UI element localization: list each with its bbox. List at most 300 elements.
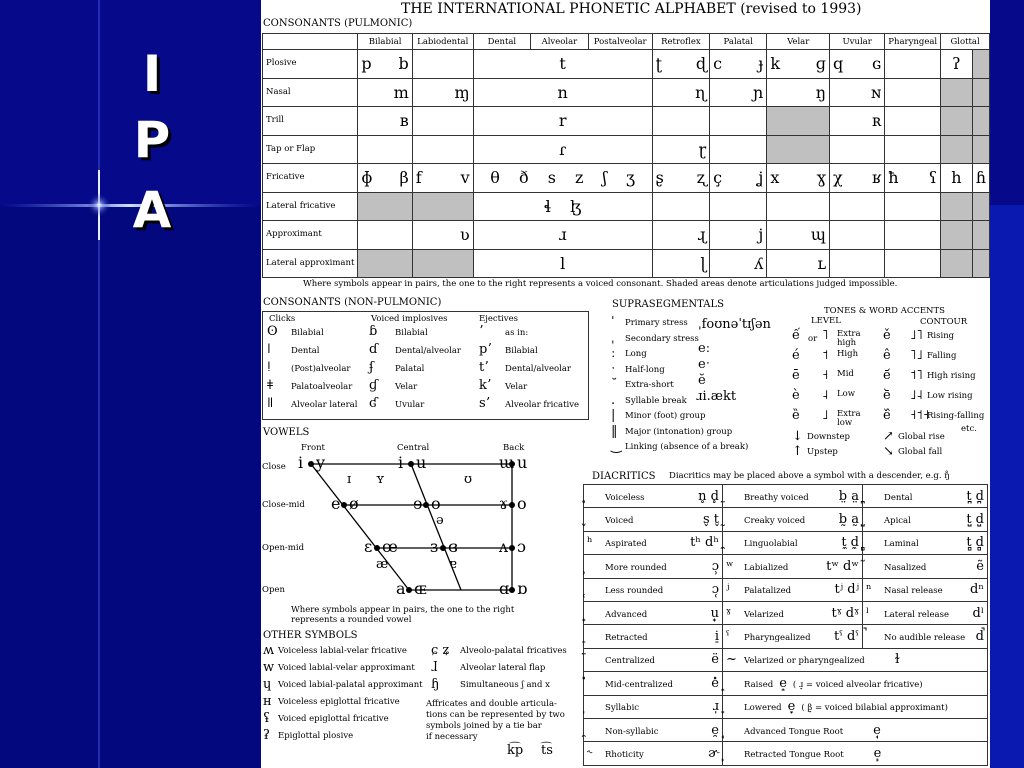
diacritic-label: Voiceless	[605, 492, 645, 503]
diacritic-cell	[863, 601, 988, 624]
diacritic-example: i̠	[714, 629, 719, 645]
diacritic-example: dˡ	[972, 605, 984, 621]
diacritic-example: b̤ a̤	[838, 488, 859, 504]
pulmonic-symbol-voiceless: q	[833, 54, 844, 74]
nonpulmonic-heading: CONSONANTS (NON-PULMONIC)	[263, 297, 442, 308]
pulmonic-cell	[652, 50, 710, 79]
other-label: Epiglottal plosive	[278, 731, 354, 741]
pulmonic-row-label: Lateral approximant	[263, 249, 358, 278]
diacritic-cell	[584, 695, 723, 718]
supra-symbol: ‿	[611, 439, 622, 454]
diacritic-label: Lowered	[744, 703, 782, 714]
vowel-unrounded: e	[331, 494, 341, 513]
diacritic-mark	[587, 723, 605, 738]
pulmonic-symbol-voiced: ŋ	[815, 82, 827, 102]
tone-level-label: Extra high	[837, 329, 861, 348]
diacritic-cell	[723, 672, 988, 695]
tie-bar-example: k͡p	[507, 743, 524, 758]
diacritic-label: Apical	[884, 516, 911, 527]
pulmonic-cell	[767, 164, 830, 193]
diacritic-label: More rounded	[605, 562, 667, 573]
vowel-rounded: u	[517, 453, 528, 472]
diacritic-cell	[723, 742, 988, 765]
pulmonic-column-header: Retroflex	[652, 34, 710, 50]
pulmonic-cell	[972, 221, 989, 250]
vowel-row-label: Open	[262, 585, 285, 595]
supra-label: Primary stress	[625, 318, 688, 328]
vowel-rounded: ɒ	[517, 579, 528, 598]
vowel-rounded: o	[517, 494, 527, 513]
vowel-row-label: Close-mid	[262, 500, 305, 510]
diacritic-cell	[723, 485, 863, 508]
diacritic-example: tʲ dʲ	[834, 582, 859, 598]
diacritic-cell	[584, 648, 723, 671]
diacritic-cell	[723, 648, 988, 671]
diacritic-mark	[726, 699, 744, 714]
pulmonic-column-header: Velar	[767, 34, 830, 50]
diacritic-example: tˠ dˠ	[831, 605, 859, 621]
pulmonic-symbol-voiced: ɳ	[695, 82, 707, 102]
pulmonic-symbol-voiced: ɽ	[698, 139, 707, 159]
pulmonic-symbol-voiced: ɲ	[753, 82, 764, 102]
pulmonic-symbol-voiced: ʕ	[928, 168, 938, 188]
pulmonic-row-label: Nasal	[263, 78, 358, 107]
pulmonic-cell	[885, 50, 941, 79]
tone-contour-label: Falling	[927, 351, 957, 361]
nonpulmonic-column-heading: Voiced implosives	[371, 314, 448, 324]
diacritic-cell	[863, 531, 988, 554]
diacritic-example: e̝	[779, 675, 787, 691]
pulmonic-symbol-voiced: β	[399, 168, 409, 188]
pulmonic-cell	[972, 249, 989, 278]
pulmonic-symbol-voiced: ɟ	[758, 54, 764, 74]
vowel-rounded: y	[316, 453, 326, 472]
diacritic-label: Labialized	[744, 562, 789, 573]
supra-symbol: ˈ	[611, 315, 615, 330]
implosive-symbol: ɓ	[369, 324, 378, 339]
tone-contour-letter: ˦˥	[910, 368, 923, 383]
tone-level-label: Low	[837, 389, 856, 399]
pulmonic-cell	[652, 249, 710, 278]
diacritic-example: u̟	[710, 605, 719, 621]
vowel-rounded: ɶ	[414, 579, 427, 598]
pulmonic-cell	[652, 135, 710, 164]
supra-label: Major (intonation) group	[625, 426, 733, 437]
pulmonic-cell	[941, 50, 973, 79]
supra-label: Long	[625, 349, 647, 359]
pulmonic-symbol-voiced: n	[557, 82, 568, 102]
pulmonic-symbol-voiced: ɖ	[695, 54, 707, 74]
pulmonic-note: Where symbols appear in pairs, the one to the right represents a voiced consonant. Shaded areas denote articulations judged impossible.	[303, 279, 898, 289]
click-symbol: ǀ	[267, 342, 271, 357]
pulmonic-symbol-voiced: ʐ	[696, 168, 707, 188]
diacritic-example: e̘	[873, 722, 881, 738]
diacritic-mark	[587, 699, 605, 714]
diacritic-cell	[723, 578, 863, 601]
vowel-column-label: Back	[503, 443, 525, 453]
pulmonic-symbol-voiced: m	[393, 82, 409, 102]
tone-contour-label: High rising	[927, 371, 976, 381]
diacritics-subheading: Diacritics may be placed above a symbol with a descender, e.g. ŋ̊	[669, 471, 950, 481]
supra-label: Secondary stress	[625, 333, 699, 344]
pulmonic-symbol-voiceless: ʈ	[655, 54, 663, 74]
ejective-symbol: sʼ	[479, 396, 490, 411]
diacritic-mark: ~	[726, 652, 737, 668]
vowel-single: æ	[376, 557, 389, 572]
diacritic-example: t̪ d̪	[966, 488, 984, 504]
click-label: Bilabial	[291, 328, 324, 338]
supra-label: Linking (absence of a break)	[625, 442, 749, 452]
pulmonic-cell	[941, 192, 973, 221]
vowel-single: ə	[436, 513, 444, 528]
supra-symbol: .	[611, 392, 616, 408]
supra-example: eˑ	[698, 357, 711, 372]
diacritic-label: Nasal release	[884, 586, 943, 597]
click-label: Alveolar lateral	[291, 400, 358, 410]
pulmonic-symbol-voiced: ʙ	[399, 111, 409, 131]
pulmonic-symbol-voiceless: ɬ ɮ	[543, 196, 582, 216]
tone-level-letter: ˥	[822, 328, 829, 343]
diacritic-example: ẽ	[976, 558, 984, 574]
other-label: Alveolo-palatal fricatives	[460, 646, 567, 656]
diacritic-mark	[726, 723, 744, 738]
pulmonic-row-label: Approximant	[263, 221, 358, 250]
diacritic-example: ɔ̜	[711, 582, 719, 598]
pulmonic-symbol-voiced: ɾ	[559, 139, 567, 159]
other-label: Voiceless labial-velar fricative	[278, 646, 407, 656]
tone-level-letter: ˦	[822, 348, 829, 363]
pulmonic-cell	[885, 107, 941, 136]
diacritic-cell	[863, 625, 988, 648]
diacritic-cell	[584, 578, 723, 601]
pulmonic-heading: CONSONANTS (PULMONIC)	[263, 18, 413, 29]
diacritic-example: t̺ d̺	[966, 512, 984, 528]
diacritic-cell	[584, 742, 723, 765]
vowel-unrounded: i	[298, 453, 304, 472]
pulmonic-cell	[972, 192, 989, 221]
vowel-rounded: ɔ	[517, 537, 526, 556]
diacritic-example: n̥ d̥	[698, 488, 719, 504]
implosive-symbol: ɠ	[369, 378, 378, 393]
pulmonic-cell	[972, 107, 989, 136]
implosive-label: Bilabial	[395, 328, 428, 338]
pulmonic-cell	[941, 107, 973, 136]
supra-symbol: ː	[611, 346, 616, 361]
diacritic-mark	[866, 489, 884, 504]
pulmonic-symbol-voiced: ɻ	[697, 225, 707, 245]
other-label: Alveolar lateral flap	[460, 663, 546, 673]
tone-level-symbol: è	[792, 388, 800, 403]
tone-contour-symbol: ě	[883, 328, 891, 343]
diacritic-cell	[723, 555, 863, 578]
pulmonic-symbol-voiced: l	[560, 253, 566, 273]
vowel-column-label: Central	[397, 443, 430, 453]
slide-letter-a: A	[132, 181, 172, 239]
diacritic-label: Aspirated	[605, 539, 647, 550]
tone-level-label: High	[837, 349, 859, 359]
supra-example: ˌfoʊnəˈtɪʃən	[698, 317, 771, 332]
pulmonic-cell	[767, 221, 830, 250]
diacritic-mark	[866, 535, 884, 550]
diacritic-mark: ˠ	[726, 605, 731, 621]
supra-label: Syllable break	[625, 395, 687, 406]
supra-heading: SUPRASEGMENTALS	[612, 299, 725, 310]
tone-level-label: Extra low	[837, 409, 861, 428]
pulmonic-symbol-voiced: ʝ	[757, 168, 764, 188]
vowel-column-label: Front	[301, 443, 325, 453]
diacritic-row	[584, 695, 988, 718]
diacritics-heading: DIACRITICS	[592, 471, 656, 482]
tone-arrow-symbol: ↑	[792, 444, 803, 459]
vowel-unrounded: ɨ	[398, 453, 404, 472]
vowel-single: ɐ	[449, 557, 457, 572]
other-note-line: tions can be represented by two	[426, 710, 565, 720]
diacritic-mark: ˤ	[726, 629, 730, 645]
diacritic-mark: ˡ	[866, 605, 870, 621]
pulmonic-cell	[830, 221, 885, 250]
ejective-label: Bilabial	[505, 346, 538, 356]
diacritic-cell	[584, 531, 723, 554]
diacritic-row	[584, 578, 988, 601]
pulmonic-cell	[652, 78, 710, 107]
ejective-label: Dental/alveolar	[505, 364, 571, 374]
tone-contour-symbol: e᷅	[883, 388, 891, 403]
diacritic-label: Less rounded	[605, 586, 664, 597]
implosive-label: Velar	[395, 382, 418, 392]
tone-level-label: Mid	[837, 369, 854, 379]
tone-contour-letter: ˧˦˧	[910, 408, 930, 423]
vowel-unrounded: a	[396, 579, 406, 598]
diacritic-cell	[863, 555, 988, 578]
other-note-line: if necessary	[426, 732, 478, 742]
pulmonic-cell	[710, 135, 767, 164]
ipa-chart-sheet	[261, 0, 990, 768]
diacritic-cell	[584, 625, 723, 648]
other-label: Voiced labial-velar approximant	[278, 663, 415, 673]
tone-contour-letter: ˩˨	[910, 388, 923, 403]
click-symbol: ǁ	[267, 396, 274, 411]
other-label: Simultaneous ʃ and x	[460, 680, 550, 690]
pulmonic-cell	[830, 135, 885, 164]
diacritic-example: dⁿ	[970, 582, 984, 598]
diacritic-label: Centralized	[605, 656, 655, 667]
other-note-line: symbols joined by a tie bar	[426, 721, 542, 731]
diacritic-label: Retracted Tongue Root	[744, 749, 844, 760]
pulmonic-cell	[941, 78, 973, 107]
nonpulmonic-column-heading: Clicks	[269, 314, 296, 324]
diacritic-mark	[587, 629, 605, 644]
diacritic-cell	[584, 485, 723, 508]
supra-example: ĕ	[698, 373, 706, 388]
ejective-label: Velar	[505, 382, 528, 392]
other-symbol: ɺ	[431, 660, 438, 675]
pulmonic-symbol-voiced: ʀ	[871, 111, 882, 131]
pulmonic-cell	[767, 249, 830, 278]
other-symbol: ʢ	[263, 711, 270, 726]
diacritic-example: t̻ d̻	[966, 535, 984, 551]
diacritic-label: Laminal	[884, 539, 919, 550]
diacritic-example: d̚	[975, 629, 984, 645]
diacritics-table	[583, 484, 988, 766]
pulmonic-symbol-voiceless: ʔ	[952, 54, 961, 74]
vowel-single: ɪ	[347, 472, 352, 487]
pulmonic-cell	[830, 78, 885, 107]
tone-contour-label: Rising	[927, 331, 955, 341]
pulmonic-symbol-voiced: ʎ	[754, 253, 764, 273]
vowel-note: Where symbols appear in pairs, the one to the right represents a rounded vowel	[291, 605, 515, 625]
implosive-label: Palatal	[395, 364, 425, 374]
pulmonic-symbol-voiceless: ç	[713, 168, 723, 188]
diacritic-cell	[584, 601, 723, 624]
diacritic-cell	[723, 508, 863, 531]
diacritic-label: Creaky voiced	[744, 516, 806, 527]
pulmonic-cell	[830, 50, 885, 79]
diacritic-label: Pharyngealized	[744, 633, 811, 644]
pulmonic-cell	[830, 249, 885, 278]
diacritic-cell	[584, 508, 723, 531]
diacritic-example: s̬ t̬	[702, 512, 719, 528]
ejective-symbol: kʼ	[479, 378, 492, 393]
tones-level-heading: LEVEL	[811, 316, 841, 326]
diacritic-row	[584, 742, 988, 765]
pulmonic-cell	[710, 192, 767, 221]
pulmonic-symbol-voiced: j	[758, 225, 764, 245]
diacritic-mark	[587, 676, 605, 691]
diacritic-label: Lateral release	[884, 609, 950, 620]
pulmonic-column-header: Bilabial	[358, 34, 412, 50]
vowel-rounded: ɞ	[448, 537, 458, 556]
diacritic-example: ɫ	[894, 652, 900, 668]
diacritic-example: ë	[711, 652, 719, 668]
click-label: (Post)alveolar	[291, 364, 351, 374]
diacritic-cell	[863, 508, 988, 531]
diacritic-cell	[584, 718, 723, 741]
tone-level-symbol: ế	[792, 328, 800, 343]
ejective-symbol: tʼ	[479, 360, 489, 375]
diacritic-row	[584, 508, 988, 531]
click-label: Dental	[291, 346, 320, 356]
pulmonic-cell	[767, 192, 830, 221]
ejective-label: Alveolar fricative	[505, 400, 580, 410]
tone-arrow-symbol: ↓	[792, 429, 803, 444]
pulmonic-cell	[941, 249, 973, 278]
tone-arrow-symbol: ↗	[883, 429, 894, 444]
pulmonic-symbol-voiceless: t	[559, 54, 566, 74]
tone-contour-letter: ˩˥	[910, 328, 923, 343]
other-note-line: Affricates and double articula-	[426, 699, 557, 709]
ejective-label: as in:	[505, 328, 529, 338]
pulmonic-symbol-voiced: ʟ	[817, 253, 827, 273]
diacritic-label: Retracted	[605, 633, 648, 644]
tones-heading: TONES & WORD ACCENTS	[824, 306, 945, 316]
other-symbol: ʡ	[263, 728, 270, 743]
diacritic-label: Nasalized	[884, 562, 927, 573]
diacritic-label: Voiced	[605, 516, 634, 527]
other-symbol: w	[263, 660, 275, 675]
pulmonic-symbol-voiced: ɦ	[975, 168, 986, 188]
diacritic-label: Palatalized	[744, 586, 792, 597]
diacritic-label: Velarized	[744, 609, 784, 620]
diacritic-label: Linguolabial	[744, 539, 798, 550]
vowel-single: ʊ	[464, 472, 473, 487]
other-symbol: ɕ ʑ	[431, 643, 450, 658]
pulmonic-cell	[767, 107, 830, 136]
tones-etc: etc.	[961, 424, 977, 434]
vowel-row-label: Close	[262, 462, 286, 472]
diacritic-mark	[726, 489, 744, 504]
other-symbol: ɧ	[431, 677, 440, 692]
vowel-unrounded: ɑ	[499, 579, 510, 598]
diacritic-example: ɚ	[708, 745, 719, 761]
diacritic-cell	[723, 718, 988, 741]
pulmonic-cell	[710, 221, 767, 250]
slide-letter-p: P	[133, 111, 171, 169]
pulmonic-symbol-voiced: r	[558, 111, 567, 131]
diacritic-example: t̼ d̼	[841, 535, 859, 551]
pulmonic-row-label: Fricative	[263, 164, 358, 193]
other-symbol: ʍ	[263, 643, 275, 658]
pulmonic-symbol-voiced: b	[398, 54, 409, 74]
tie-bar-example: t͡s	[541, 743, 553, 758]
supra-symbol: ‖	[611, 423, 618, 439]
pulmonic-cell	[941, 135, 973, 164]
diacritic-example: tˤ dˤ	[834, 629, 859, 645]
vowel-unrounded: ɛ	[364, 537, 373, 556]
ejective-symbol: pʼ	[479, 342, 492, 357]
tone-level-letter: ˨	[822, 388, 829, 403]
pulmonic-symbol-voiced: ɹ	[558, 225, 567, 245]
pulmonic-cell	[830, 107, 885, 136]
pulmonic-cell	[710, 78, 767, 107]
tone-contour-symbol: e᷈	[883, 408, 891, 423]
supra-label: Minor (foot) group	[625, 411, 706, 421]
pulmonic-symbol-voiceless: ʂ	[655, 168, 664, 188]
diacritic-mark: ʷ	[726, 558, 734, 574]
implosive-label: Uvular	[395, 400, 425, 410]
pulmonic-cell	[652, 192, 710, 221]
diacritic-cell	[723, 695, 988, 718]
tone-contour-label: Low rising	[927, 391, 973, 401]
pulmonic-symbol-voiceless: ɸ	[361, 168, 373, 188]
supra-symbol: ˑ	[611, 361, 616, 377]
diacritic-example: tʰ dʰ	[690, 535, 719, 551]
tone-contour-symbol: ê	[883, 348, 891, 363]
vowel-unrounded: ɤ	[499, 494, 509, 513]
vowel-unrounded: ɜ	[430, 537, 439, 556]
diacritic-mark	[587, 606, 605, 621]
vowel-unrounded: ɯ	[499, 453, 515, 472]
diacritic-mark	[587, 582, 605, 597]
pulmonic-symbol-voiceless: ħ	[888, 168, 899, 188]
pulmonic-symbol-voiced: ɭ	[700, 253, 707, 273]
pulmonic-symbol-voiceless: θ ð s z ʃ ʒ	[490, 168, 635, 188]
pulmonic-cell	[972, 50, 989, 79]
pulmonic-cell	[941, 164, 973, 193]
implosive-label: Dental/alveolar	[395, 346, 461, 356]
diacritic-example: e̽	[711, 675, 719, 691]
other-label: Voiceless epiglottal fricative	[278, 697, 400, 707]
pulmonic-symbol-voiceless: x	[770, 168, 780, 188]
pulmonic-cell	[972, 164, 989, 193]
pulmonic-symbol-voiced: ɰ	[810, 225, 827, 245]
supra-symbol: ˘	[611, 377, 618, 392]
diacritic-row	[584, 485, 988, 508]
pulmonic-cell	[652, 221, 710, 250]
tone-contour-symbol: e᷄	[883, 368, 891, 383]
pulmonic-cell	[941, 221, 973, 250]
pulmonic-symbol-voiceless: χ	[833, 168, 843, 188]
pulmonic-symbol-voiceless: k	[770, 54, 781, 74]
